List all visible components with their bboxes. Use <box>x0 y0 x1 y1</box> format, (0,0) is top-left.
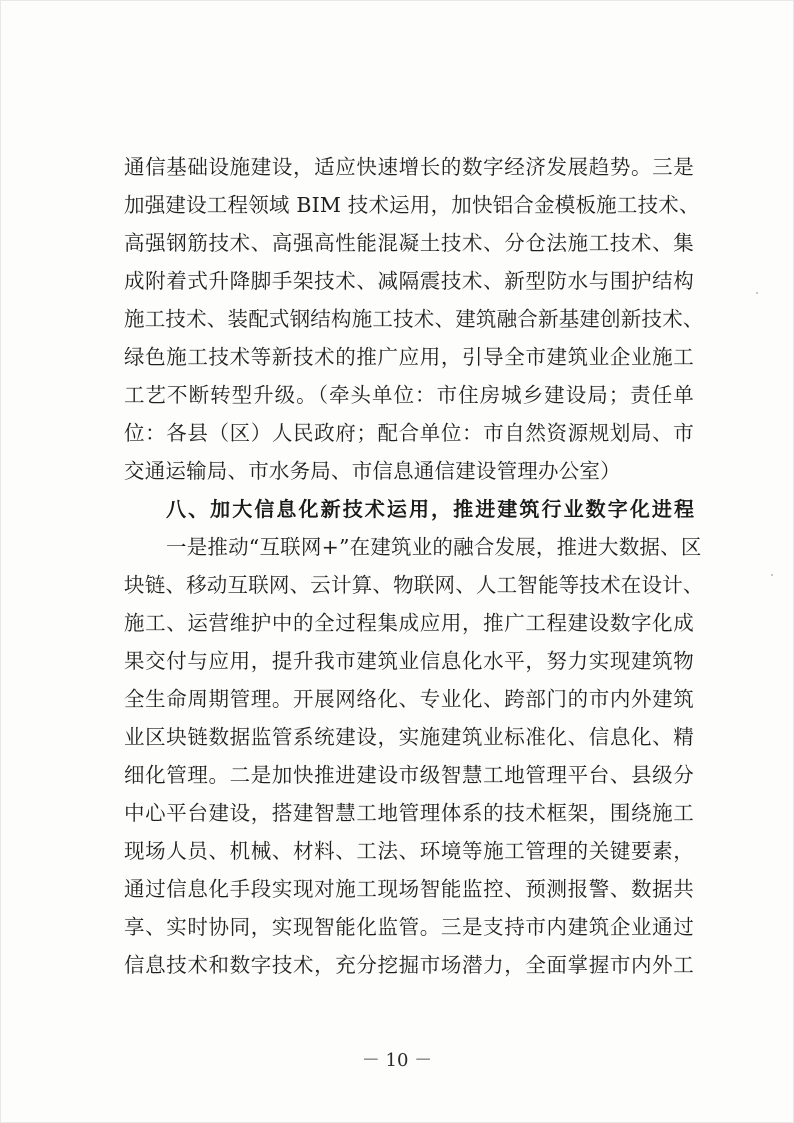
section-heading: 八、加大信息化新技术运用，推进建筑行业数字化进程 <box>166 497 694 521</box>
paragraph-line: 块链、移动互联网、云计算、物联网、人工智能等技术在设计、 <box>124 573 704 597</box>
body-text-line: 施工技术、装配式钢结构施工技术、建筑融合新基建创新技术、 <box>124 307 704 331</box>
paragraph-line: 通过信息化手段实现对施工现场智能监控、预测报警、数据共 <box>124 877 694 901</box>
body-text-line: 工艺不断转型升级。（牵头单位：市住房城乡建设局；责任单 <box>124 383 694 407</box>
paragraph-line: 现场人员、机械、材料、工法、环境等施工管理的关键要素， <box>124 839 694 863</box>
paragraph-line: 施工、运营维护中的全过程集成应用，推广工程建设数字化成 <box>124 611 694 635</box>
body-text-line: 成附着式升降脚手架技术、减隔震技术、新型防水与围护结构 <box>124 269 694 293</box>
paragraph-line: 享、实时协同，实现智能化监管。三是支持市内建筑企业通过 <box>124 915 694 939</box>
paragraph-line: 果交付与应用，提升我市建筑业信息化水平，努力实现建筑物 <box>124 649 694 673</box>
body-text-line: 交通运输局、市水务局、市信息通信建设管理办公室） <box>124 459 621 483</box>
paragraph-line: 全生命周期管理。开展网络化、专业化、跨部门的市内外建筑 <box>124 687 694 711</box>
body-text-line: 通信基础设施建设，适应快速增长的数字经济发展趋势。三是 <box>124 155 694 179</box>
body-text-line: 高强钢筋技术、高强高性能混凝土技术、分仓法施工技术、集 <box>124 231 694 255</box>
paragraph-line: 细化管理。二是加快推进建设市级智慧工地管理平台、县级分 <box>124 763 694 787</box>
body-text-line: 绿色施工技术等新技术的推广应用，引导全市建筑业企业施工 <box>124 345 694 369</box>
scan-speck <box>771 574 773 576</box>
paragraph-line: 中心平台建设，搭建智慧工地管理体系的技术框架，围绕施工 <box>124 801 694 825</box>
paragraph-line: 业区块链数据监管系统建设，实施建筑业标准化、信息化、精 <box>124 725 694 749</box>
paragraph-line: 一是推动“互联网+”在建筑业的融合发展，推进大数据、区 <box>166 535 702 559</box>
scan-speck <box>756 292 758 294</box>
body-text-line: 位：各县（区）人民政府；配合单位：市自然资源规划局、市 <box>124 421 694 445</box>
body-text-line: 加强建设工程领域 BIM 技术运用，加快铝合金模板施工技术、 <box>124 193 700 217</box>
page-number: － 10 － <box>361 1050 433 1071</box>
paragraph-line: 信息技术和数字技术，充分挖掘市场潜力，全面掌握市内外工 <box>124 953 694 977</box>
